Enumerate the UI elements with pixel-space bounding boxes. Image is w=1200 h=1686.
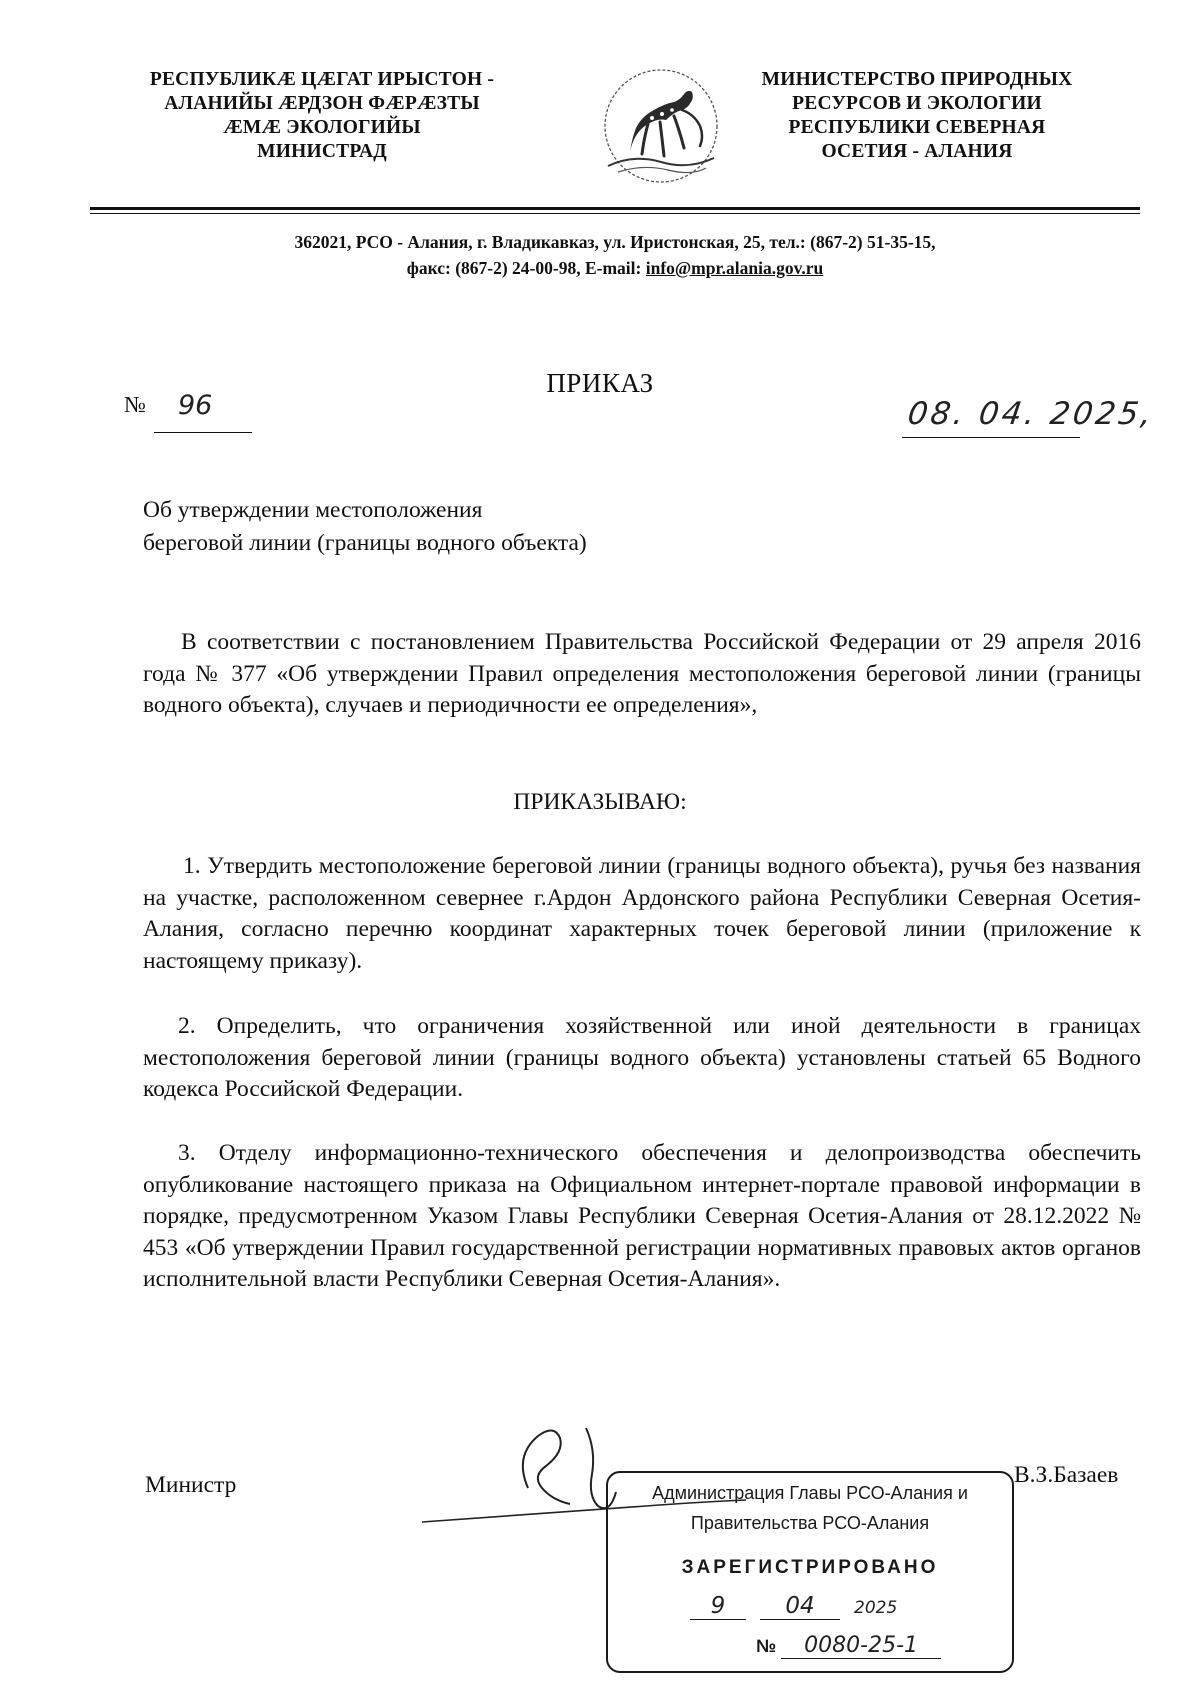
header-right-line: РЕСУРСОВ И ЭКОЛОГИИ — [792, 93, 1042, 114]
order-subject — [143, 494, 587, 560]
order-number-label: № — [124, 392, 146, 417]
subject-line: береговой линии (границы водного объекта) — [143, 530, 587, 556]
order-item-3: 3. Отделу информационно-технического обеспечения и делопроизводства обеспечить опубликование настоящего приказа на Официальном интернет-портале правовой информации в порядке, предусмотренном Указом Главы Республики Северная Осетия-Алания от 28.12.2022 № 453 «Об утверждении Правил государственной регистрации нормативных правовых актов органов исполнительной власти Республики Северная Осетия-Алания». — [143, 1140, 1141, 1292]
header-divider-thin — [90, 213, 1140, 214]
header-right-russian — [722, 68, 1112, 164]
stamp-authority-line: Администрация Главы РСО-Алания и — [652, 1483, 968, 1503]
stamp-number-value: 0080-25-1 — [781, 1633, 941, 1659]
order-number-handwritten: 96 — [178, 390, 213, 421]
contact-line — [90, 258, 1140, 279]
signatory-name: В.З.Базаев — [1014, 1462, 1119, 1488]
stamp-registration-date — [690, 1593, 897, 1620]
header-left-line: МИНИСТРАД — [257, 141, 387, 162]
stamp-year: 2025 — [854, 1598, 898, 1618]
header-left-ossetian — [112, 68, 532, 164]
header-right-line: РЕСПУБЛИКИ СЕВЕРНАЯ — [788, 117, 1046, 138]
order-item-2: 2. Определить, что ограничения хозяйственной или иной деятельности в границах местоположения береговой линии (границы водного объекта) установлены статьей 65 Водного кодекса Российской Федерации. — [143, 1013, 1141, 1102]
registration-stamp — [606, 1471, 1014, 1673]
header-right-line: МИНИСТЕРСТВО ПРИРОДНЫХ — [761, 69, 1073, 90]
order-date-handwritten: 08. 04. 2025, — [905, 396, 1157, 432]
stamp-authority-line: Правительства РСО-Алания — [690, 1513, 930, 1533]
stamp-month: 04 — [760, 1593, 840, 1620]
fax-text: факс: (867-2) 24-00-98, E-mail: — [406, 258, 646, 278]
header-left-line: АЛАНИЙЫ ÆРДЗОН ФÆРÆЗТЫ — [164, 93, 480, 114]
header-left-line: РЕСПУБЛИКÆ ЦÆГАТ ИРЫСТОН - — [149, 69, 495, 90]
order-date-underline — [902, 437, 1080, 438]
document-title: ПРИКАЗ — [546, 368, 654, 398]
order-item-1: 1. Утвердить местоположение береговой линии (границы водного объекта), ручья без названия на участке, расположенном севернее г.Ардон Ардонского района Республики Северная Осетия-Алания, согласно перечню координат характерных точек береговой линии (приложение к настоящему приказу). — [143, 853, 1141, 974]
stamp-number-label: № — [756, 1636, 777, 1656]
signatory-position: Министр — [145, 1472, 237, 1498]
stamp-status: ЗАРЕГИСТРИРОВАНО — [681, 1557, 939, 1578]
address-line: 362021, РСО - Алания, г. Владикавказ, ул. Иристонская, 25, тел.: (867-2) 51-35-15, — [294, 232, 936, 252]
snow-leopard-emblem-icon — [588, 62, 734, 190]
stamp-day: 9 — [690, 1593, 746, 1620]
header-right-line: ОСЕТИЯ - АЛАНИЯ — [821, 141, 1013, 162]
email-link[interactable]: info@mpr.alania.gov.ru — [645, 258, 824, 278]
header-left-line: ÆМÆ ЭКОЛОГИЙЫ — [223, 117, 421, 138]
subject-line: Об утверждении местоположения — [143, 497, 483, 523]
header-divider — [90, 207, 1140, 210]
order-directive-heading: ПРИКАЗЫВАЮ: — [513, 789, 687, 815]
preamble-paragraph: В соответствии с постановлением Правительства Российской Федерации от 29 апреля 2016 года № 377 «Об утверждении Правил определения местоположения береговой линии (границы водного объекта), случаев и периодичности ее определения», — [143, 629, 1141, 718]
stamp-registration-number — [756, 1633, 941, 1659]
order-number-underline — [154, 432, 252, 433]
